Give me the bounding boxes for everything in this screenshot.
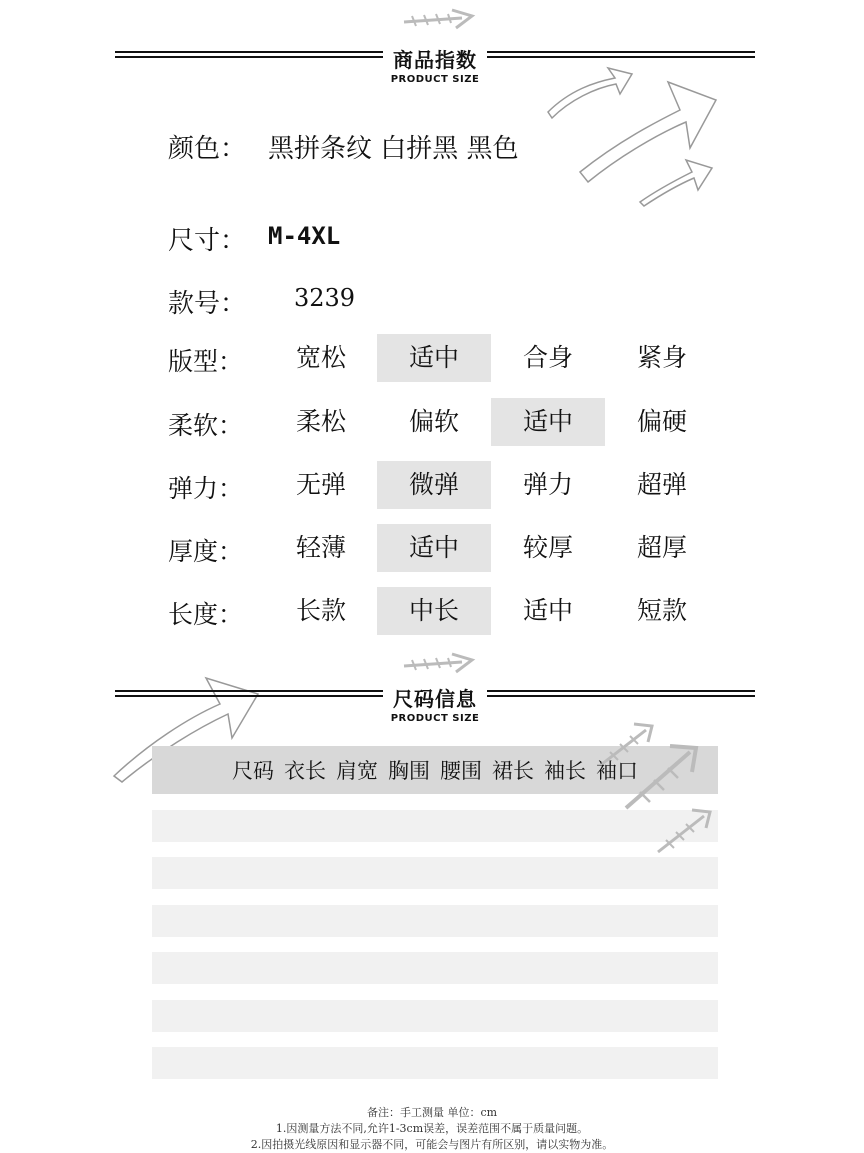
section-title: 商品指数 — [393, 48, 477, 72]
color-value: 黑拼条纹 白拼黑 黑色 — [268, 134, 519, 164]
attribute-row — [0, 587, 864, 635]
attribute-label: 柔软： — [168, 411, 244, 440]
attribute-row — [0, 334, 864, 382]
attribute-option: 超厚 — [636, 533, 687, 562]
section-subtitle: PRODUCT SIZE — [390, 74, 480, 85]
column-header: 袖口 — [596, 759, 638, 783]
attribute-option: 较厚 — [522, 533, 573, 562]
color-label: 颜色： — [168, 134, 247, 164]
attribute-row — [0, 524, 864, 572]
attribute-label: 弹力： — [168, 474, 244, 503]
attribute-option: 超弹 — [636, 470, 687, 499]
attribute-option: 柔松 — [295, 407, 346, 436]
style-no-value: 3239 — [294, 284, 356, 312]
attribute-option: 宽松 — [295, 343, 346, 372]
table-row — [152, 905, 718, 937]
attribute-option: 偏硬 — [636, 407, 687, 436]
attribute-option: 短款 — [636, 596, 687, 625]
section-title: 尺码信息 — [393, 687, 477, 711]
note-line-1: 1.因测量方法不同,允许1-3cm误差，误差范围不属于质量问题。 — [275, 1122, 589, 1135]
column-header: 裙长 — [492, 759, 534, 783]
column-header: 袖长 — [544, 759, 586, 783]
arrow-doodle-icon — [400, 4, 480, 32]
table-row — [152, 1047, 718, 1079]
attribute-option: 合身 — [522, 343, 573, 372]
section-subtitle: PRODUCT SIZE — [390, 713, 480, 724]
arrow-doodle-icon — [592, 712, 722, 860]
attribute-option: 紧身 — [636, 343, 687, 372]
table-row — [152, 1000, 718, 1032]
attribute-option: 适中 — [522, 596, 573, 625]
attribute-option-selected: 适中 — [377, 524, 491, 572]
style-no-label: 款号： — [168, 289, 247, 319]
table-row — [152, 952, 718, 984]
product-index-header — [115, 42, 755, 86]
arrow-doodle-icon — [400, 648, 480, 676]
attribute-option-selected: 适中 — [377, 334, 491, 382]
attribute-option: 无弹 — [295, 470, 346, 499]
column-header: 衣长 — [284, 759, 326, 783]
note-remark: 备注：手工测量 单位：cm — [366, 1106, 498, 1119]
column-header: 腰围 — [440, 759, 482, 783]
attribute-label: 长度： — [168, 600, 244, 629]
attribute-option-selected: 微弹 — [377, 461, 491, 509]
column-header: 胸围 — [388, 759, 430, 783]
attribute-label: 厚度： — [168, 537, 244, 566]
attribute-option: 长款 — [295, 596, 346, 625]
table-row — [152, 857, 718, 889]
attribute-row — [0, 398, 864, 446]
attribute-option: 轻薄 — [295, 533, 346, 562]
column-header: 肩宽 — [336, 759, 378, 783]
attribute-row — [0, 461, 864, 509]
size-label: 尺寸： — [168, 226, 247, 256]
column-header: 尺码 — [232, 759, 274, 783]
attribute-option-selected: 适中 — [491, 398, 605, 446]
attribute-option-selected: 中长 — [377, 587, 491, 635]
attribute-label: 版型： — [168, 347, 244, 376]
note-line-2: 2.因拍摄光线原因和显示器不同，可能会与图片有所区别，请以实物为准。 — [250, 1138, 614, 1151]
size-value: M-4XL — [268, 222, 341, 250]
attribute-option: 偏软 — [408, 407, 459, 436]
attribute-option: 弹力 — [522, 470, 573, 499]
